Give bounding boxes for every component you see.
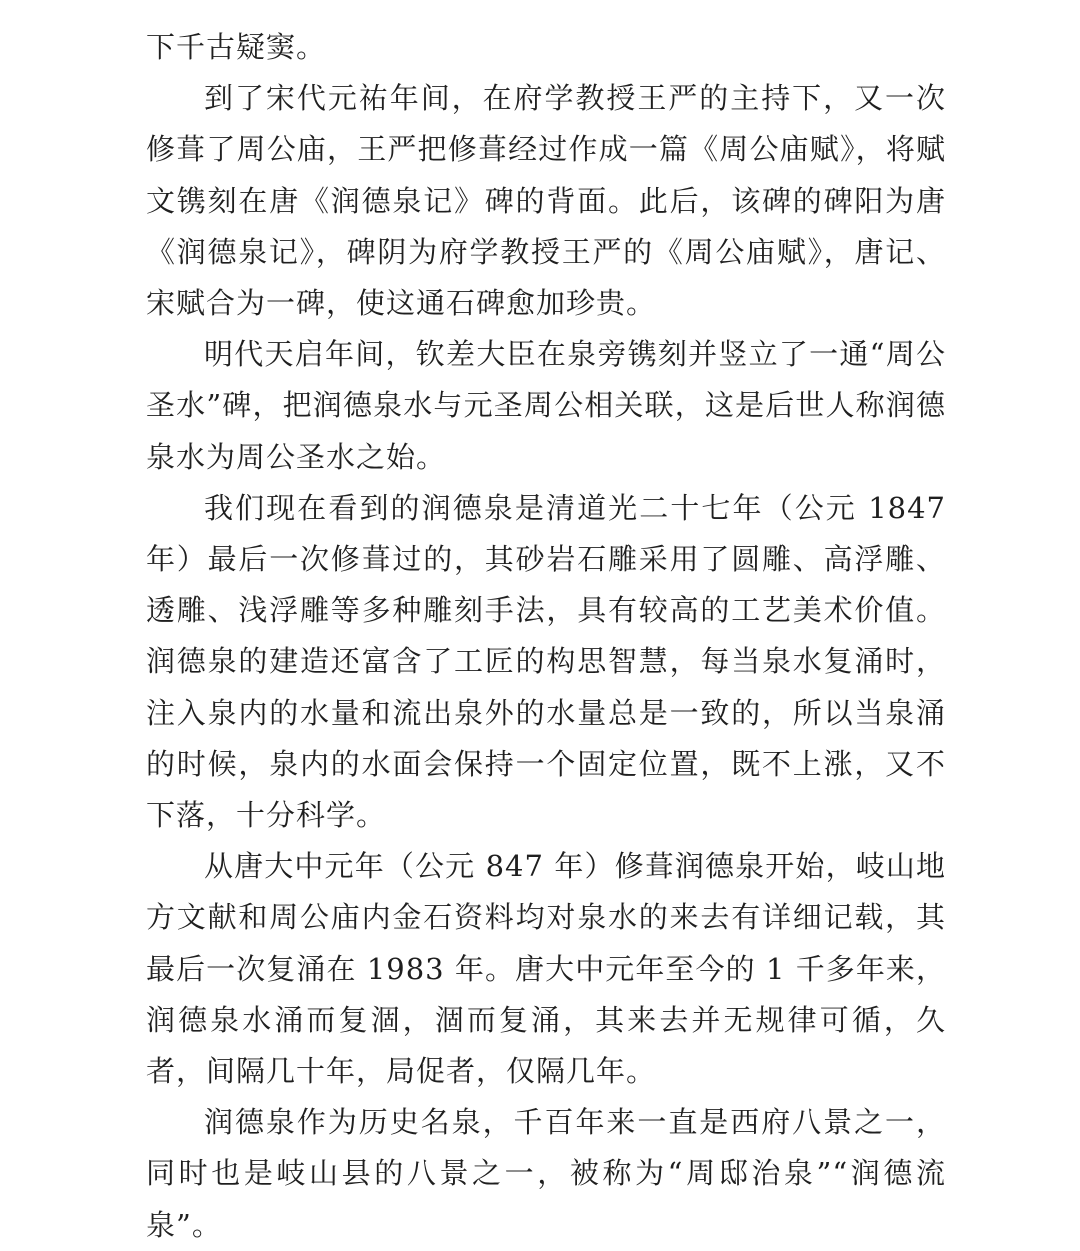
paragraph-5: 从唐大中元年（公元 847 年）修葺润德泉开始，岐山地方文献和周公庙内金石资料均对泉水的来去有详细记载，其最后一次复涌在 1983 年。唐大中元年至今的 1 千多年来，润德泉水涌而复涸，涸而复涌，其来去并无规律可循，久者，间隔几十年，局促者，仅隔几年。 bbox=[146, 849, 946, 1089]
document-body bbox=[146, 22, 946, 1251]
paragraph-6: 润德泉作为历史名泉，千百年来一直是西府八景之一，同时也是岐山县的八景之一，被称为“周邸治泉”“润德流泉”。 bbox=[146, 1105, 946, 1242]
paragraph-2: 到了宋代元祐年间，在府学教授王严的主持下，又一次修葺了周公庙，王严把修葺经过作成一篇《周公庙赋》，将赋文镌刻在唐《润德泉记》碑的背面。此后，该碑的碑阳为唐《润德泉记》，碑阴为府学教授王严的《周公庙赋》，唐记、宋赋合为一碑，使这通石碑愈加珍贵。 bbox=[146, 81, 946, 321]
paragraph-4: 我们现在看到的润德泉是清道光二十七年（公元 1847 年）最后一次修葺过的，其砂岩石雕采用了圆雕、高浮雕、透雕、浅浮雕等多种雕刻手法，具有较高的工艺美术价值。润德泉的建造还富含了工匠的构思智慧，每当泉水复涌时，注入泉内的水量和流出泉外的水量总是一致的，所以当泉涌的时候，泉内的水面会保持一个固定位置，既不上涨，又不下落，十分科学。 bbox=[146, 490, 946, 833]
paragraph-1: 下千古疑窦。 bbox=[146, 30, 327, 64]
paragraph-3: 明代天启年间，钦差大臣在泉旁镌刻并竖立了一通“周公圣水”碑，把润德泉水与元圣周公相关联，这是后世人称润德泉水为周公圣水之始。 bbox=[146, 337, 946, 474]
